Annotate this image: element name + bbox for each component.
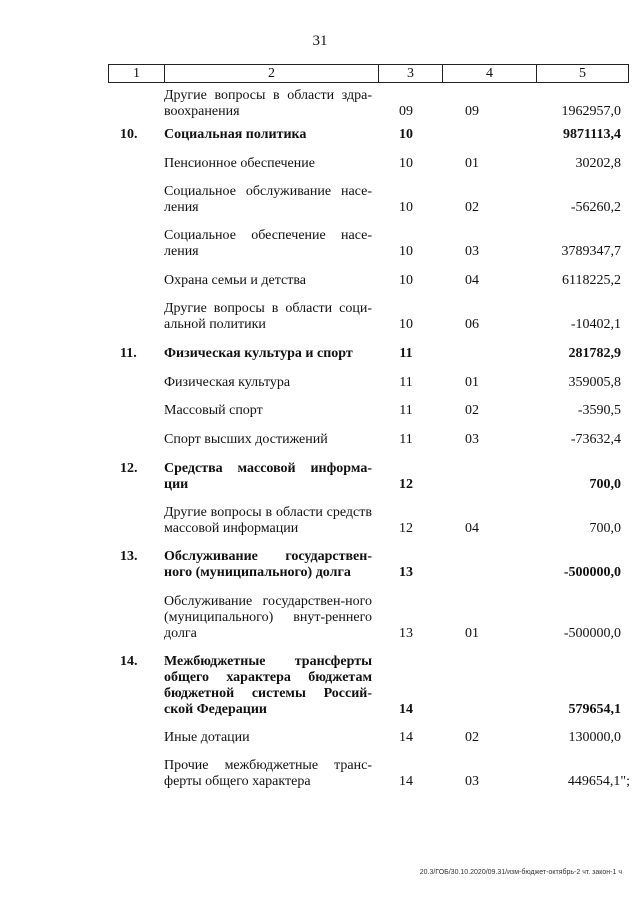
row-code: 11 — [399, 432, 413, 447]
row-number: 11. — [120, 346, 137, 361]
row-code: 12 — [399, 521, 413, 536]
row-amount: -56260,2 — [570, 200, 621, 215]
row-amount: 281782,9 — [568, 346, 621, 361]
row-amount: 700,0 — [589, 477, 621, 492]
row-name: Другие вопросы в области здра-воохранения — [164, 88, 372, 119]
row-name: Иные дотации — [164, 730, 250, 745]
row-code: 14 — [399, 774, 413, 789]
row-code: 14 — [399, 730, 413, 745]
row-amount: 30202,8 — [575, 156, 621, 171]
row-code: 09 — [399, 104, 413, 119]
row-amount: 359005,8 — [568, 375, 621, 390]
row-subcode: 06 — [465, 317, 479, 332]
header-col-2: 2 — [165, 65, 379, 82]
document-footer: 20.3/ГОБ/30.10.2020/09.31/изм-бюджет-октябрь-2 чт. закон-1 ч — [419, 869, 622, 876]
row-name: Межбюджетные трансферты общего характера бюджетам бюджетной системы Россий-ской Федерации — [164, 654, 372, 717]
row-name: Физическая культура и спорт — [164, 346, 353, 361]
row-code: 14 — [399, 702, 413, 717]
row-code: 12 — [399, 477, 413, 492]
row-amount: 3789347,7 — [561, 244, 621, 259]
row-number: 12. — [120, 461, 138, 476]
row-code: 11 — [399, 346, 413, 361]
row-name: Другие вопросы в области средств массовой информации — [164, 505, 372, 536]
row-amount: -500000,0 — [563, 626, 621, 641]
row-name: Массовый спорт — [164, 403, 263, 418]
row-name: Физическая культура — [164, 375, 291, 390]
row-amount: 449654,1"; — [567, 774, 630, 789]
row-name: Социальная политика — [164, 127, 307, 142]
header-col-3: 3 — [379, 65, 443, 82]
row-code: 10 — [399, 244, 413, 259]
row-subcode: 04 — [465, 273, 479, 288]
row-name: Охрана семьи и детства — [164, 273, 306, 288]
row-subcode: 02 — [465, 200, 479, 215]
header-col-5: 5 — [579, 66, 586, 81]
row-subcode: 04 — [465, 521, 479, 536]
header-col-4: 4 — [443, 65, 537, 82]
row-name: Спорт высших достижений — [164, 432, 328, 447]
row-amount: 700,0 — [589, 521, 621, 536]
row-amount: -10402,1 — [570, 317, 621, 332]
row-name: Социальное обслуживание насе-ления — [164, 184, 372, 215]
row-code: 11 — [399, 403, 413, 418]
row-number: 10. — [120, 127, 138, 142]
row-code: 10 — [399, 156, 413, 171]
row-amount: -73632,4 — [570, 432, 621, 447]
row-name: Социальное обеспечение насе-ления — [164, 228, 372, 259]
row-amount: 130000,0 — [568, 730, 621, 745]
header-col-1: 1 — [109, 65, 165, 82]
row-code: 10 — [399, 200, 413, 215]
row-number: 14. — [120, 654, 138, 669]
row-code: 10 — [399, 127, 413, 142]
row-code: 13 — [399, 626, 413, 641]
row-subcode: 01 — [465, 156, 479, 171]
row-subcode: 02 — [465, 403, 479, 418]
row-name: Другие вопросы в области соци-альной политики — [164, 301, 372, 332]
row-amount: -500000,0 — [563, 565, 621, 580]
row-name: Средства массовой информа-ции — [164, 461, 372, 492]
row-name: Пенсионное обеспечение — [164, 156, 315, 171]
row-number: 13. — [120, 549, 138, 564]
table-header-row — [108, 64, 629, 83]
row-subcode: 09 — [465, 104, 479, 119]
row-subcode: 02 — [465, 730, 479, 745]
row-amount: 579654,1 — [568, 702, 621, 717]
page-number: 31 — [312, 33, 328, 49]
row-code: 11 — [399, 375, 413, 390]
row-name: Обслуживание государствен-ного (муниципального) долга — [164, 549, 372, 580]
row-name: Прочие межбюджетные транс-ферты общего характера — [164, 758, 372, 789]
row-code: 10 — [399, 317, 413, 332]
row-subcode: 03 — [465, 244, 479, 259]
row-amount: -3590,5 — [577, 403, 621, 418]
row-name: Обслуживание государствен-ного (муниципального) внут-реннего долга — [164, 594, 372, 641]
row-code: 13 — [399, 565, 413, 580]
row-amount: 1962957,0 — [561, 104, 621, 119]
row-subcode: 03 — [465, 432, 479, 447]
row-subcode: 01 — [465, 375, 479, 390]
row-subcode: 03 — [465, 774, 479, 789]
row-subcode: 01 — [465, 626, 479, 641]
row-code: 10 — [399, 273, 413, 288]
row-amount: 9871113,4 — [563, 127, 621, 142]
row-amount: 6118225,2 — [562, 273, 621, 288]
